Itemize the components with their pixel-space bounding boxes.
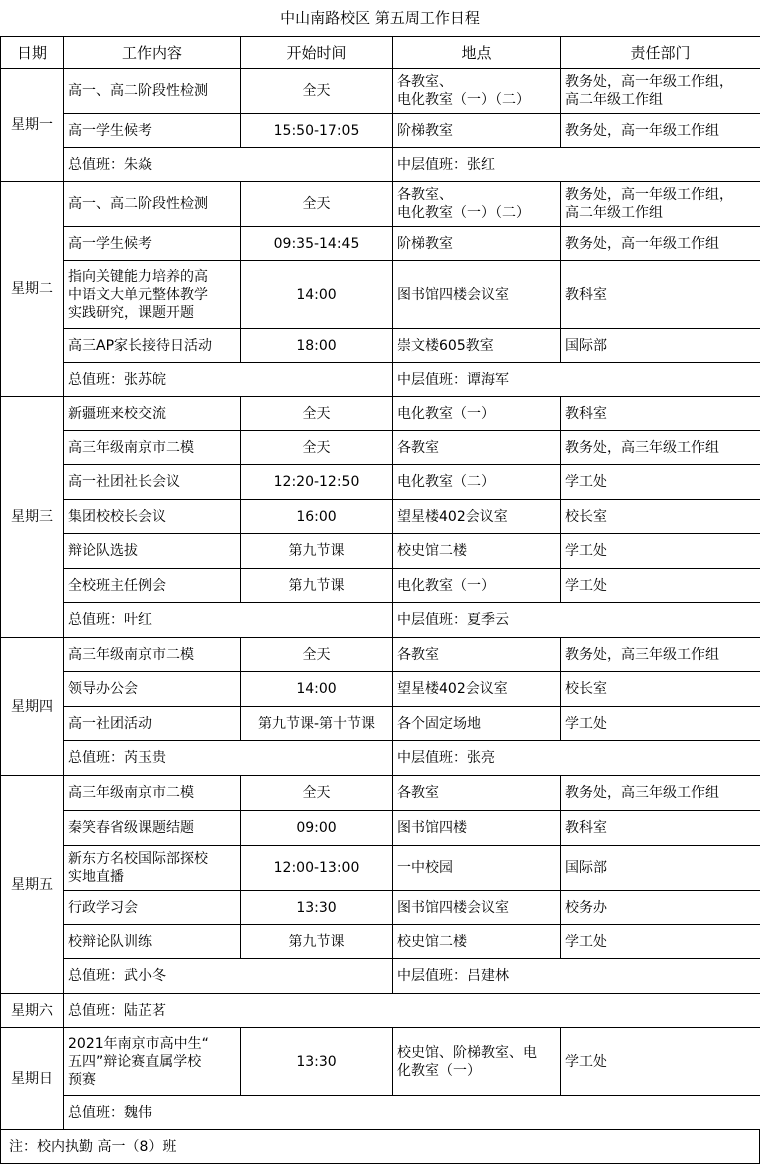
general-duty: 总值班：芮玉贵 [64, 741, 393, 776]
duty-row [1, 603, 760, 638]
event-time: 第九节课 [241, 534, 393, 569]
event-dept: 学工处 [561, 465, 760, 500]
general-duty: 总值班：张苏皖 [64, 363, 393, 397]
schedule-row [1, 569, 760, 603]
event-dept: 国际部 [561, 846, 760, 891]
event-place: 图书馆四楼会议室 [393, 891, 561, 925]
schedule-row [1, 114, 760, 148]
schedule-row [1, 534, 760, 569]
event-content: 高一、高二阶段性检测 [64, 182, 241, 227]
event-dept: 学工处 [561, 1028, 760, 1096]
event-content: 高一学生候考 [64, 114, 241, 148]
event-dept: 校长室 [561, 672, 760, 707]
event-time: 14:00 [241, 261, 393, 329]
event-time: 全天 [241, 776, 393, 811]
schedule-row [1, 500, 760, 534]
general-duty: 总值班：魏伟 [64, 1096, 760, 1130]
header-place: 地点 [393, 37, 561, 69]
event-dept: 教务处，高一年级工作组， 高二年级工作组 [561, 69, 760, 114]
event-content: 秦笑春省级课题结题 [64, 811, 241, 846]
page-title: 中山南路校区 第五周工作日程 [280, 9, 480, 27]
schedule-row [1, 261, 760, 329]
event-content: 行政学习会 [64, 891, 241, 925]
event-dept: 教务处，高一年级工作组， 高二年级工作组 [561, 182, 760, 227]
day-cell: 星期日 [1, 1028, 64, 1130]
event-time: 14:00 [241, 672, 393, 707]
duty-row [1, 363, 760, 397]
header-content: 工作内容 [64, 37, 241, 69]
event-place: 电化教室（一） [393, 569, 561, 603]
event-dept: 教务处，高三年级工作组 [561, 776, 760, 811]
event-time: 全天 [241, 69, 393, 114]
event-time: 18:00 [241, 329, 393, 363]
schedule-row [1, 69, 760, 114]
duty-row [1, 1096, 760, 1130]
schedule-row [1, 925, 760, 959]
footer-note: 注：校内执勤 高一（8）班 [0, 1130, 760, 1164]
event-content: 高三年级南京市二模 [64, 638, 241, 672]
duty-row [1, 741, 760, 776]
event-place: 各教室、 电化教室（一）（二） [393, 69, 561, 114]
event-dept: 校长室 [561, 500, 760, 534]
event-place: 校史馆二楼 [393, 925, 561, 959]
day-cell: 星期六 [1, 994, 64, 1028]
event-place: 各教室、 电化教室（一）（二） [393, 182, 561, 227]
event-dept: 学工处 [561, 707, 760, 741]
event-place: 一中校园 [393, 846, 561, 891]
middle-duty: 中层值班：张红 [393, 148, 760, 182]
duty-row [1, 148, 760, 182]
event-place: 阶梯教室 [393, 114, 561, 148]
day-cell: 星期四 [1, 638, 64, 776]
middle-duty: 中层值班：吕建林 [393, 959, 760, 994]
event-time: 第九节课 [241, 569, 393, 603]
event-place: 阶梯教室 [393, 227, 561, 261]
day-cell: 星期一 [1, 69, 64, 182]
event-time: 全天 [241, 182, 393, 227]
event-dept: 教科室 [561, 811, 760, 846]
event-content: 高三年级南京市二模 [64, 776, 241, 811]
event-dept: 教务处，高一年级工作组 [561, 114, 760, 148]
event-content: 高三AP家长接待日活动 [64, 329, 241, 363]
event-content: 高一、高二阶段性检测 [64, 69, 241, 114]
header-date: 日期 [1, 37, 64, 69]
event-dept: 教务处，高三年级工作组 [561, 431, 760, 465]
day-cell: 星期五 [1, 776, 64, 994]
schedule-row [1, 329, 760, 363]
event-place: 电化教室（一） [393, 397, 561, 431]
middle-duty: 中层值班：谭海军 [393, 363, 760, 397]
day-cell: 星期三 [1, 397, 64, 638]
event-time: 13:30 [241, 1028, 393, 1096]
event-dept: 学工处 [561, 534, 760, 569]
schedule-row [1, 397, 760, 431]
event-place: 崇文楼605教室 [393, 329, 561, 363]
schedule-row [1, 638, 760, 672]
schedule-row [1, 465, 760, 500]
schedule-row [1, 431, 760, 465]
header-dept: 责任部门 [561, 37, 760, 69]
event-place: 各教室 [393, 776, 561, 811]
event-time: 16:00 [241, 500, 393, 534]
event-content: 高一社团活动 [64, 707, 241, 741]
event-time: 12:20-12:50 [241, 465, 393, 500]
day-cell: 星期二 [1, 182, 64, 397]
duty-row [1, 994, 760, 1028]
event-time: 12:00-13:00 [241, 846, 393, 891]
event-content: 2021年南京市高中生“ 五四”辩论赛直属学校 预赛 [64, 1028, 241, 1096]
event-content: 新东方名校国际部探校 实地直播 [64, 846, 241, 891]
event-time: 第九节课-第十节课 [241, 707, 393, 741]
event-content: 指向关键能力培养的高 中语文大单元整体教学 实践研究，课题开题 [64, 261, 241, 329]
event-time: 全天 [241, 431, 393, 465]
event-place: 各教室 [393, 638, 561, 672]
schedule-row [1, 811, 760, 846]
event-content: 全校班主任例会 [64, 569, 241, 603]
event-time: 09:00 [241, 811, 393, 846]
event-content: 高一社团社长会议 [64, 465, 241, 500]
header-time: 开始时间 [241, 37, 393, 69]
event-time: 全天 [241, 638, 393, 672]
header-row [1, 37, 760, 69]
event-dept: 校务办 [561, 891, 760, 925]
general-duty: 总值班：武小冬 [64, 959, 393, 994]
event-content: 集团校校长会议 [64, 500, 241, 534]
event-dept: 学工处 [561, 925, 760, 959]
event-place: 各个固定场地 [393, 707, 561, 741]
event-content: 高三年级南京市二模 [64, 431, 241, 465]
schedule-row [1, 776, 760, 811]
duty-row [1, 959, 760, 994]
event-place: 校史馆二楼 [393, 534, 561, 569]
general-duty: 总值班：陆芷茗 [64, 994, 760, 1028]
event-time: 09:35-14:45 [241, 227, 393, 261]
event-content: 新疆班来校交流 [64, 397, 241, 431]
event-dept: 学工处 [561, 569, 760, 603]
event-time: 13:30 [241, 891, 393, 925]
general-duty: 总值班：叶红 [64, 603, 393, 638]
schedule-row [1, 707, 760, 741]
event-content: 高一学生候考 [64, 227, 241, 261]
event-place: 电化教室（二） [393, 465, 561, 500]
event-content: 校辩论队训练 [64, 925, 241, 959]
schedule-row [1, 672, 760, 707]
schedule-row [1, 227, 760, 261]
middle-duty: 中层值班：张亮 [393, 741, 760, 776]
event-content: 领导办公会 [64, 672, 241, 707]
event-time: 全天 [241, 397, 393, 431]
event-time: 第九节课 [241, 925, 393, 959]
event-place: 图书馆四楼 [393, 811, 561, 846]
schedule-row [1, 846, 760, 891]
schedule-row [1, 182, 760, 227]
schedule-table [0, 36, 760, 1130]
event-dept: 教务处，高一年级工作组 [561, 227, 760, 261]
event-dept: 教科室 [561, 261, 760, 329]
general-duty: 总值班：朱焱 [64, 148, 393, 182]
event-place: 校史馆、阶梯教室、电 化教室（一） [393, 1028, 561, 1096]
schedule-row [1, 1028, 760, 1096]
schedule-row [1, 891, 760, 925]
event-place: 望星楼402会议室 [393, 672, 561, 707]
schedule-body [1, 69, 760, 1130]
event-place: 各教室 [393, 431, 561, 465]
middle-duty: 中层值班：夏季云 [393, 603, 760, 638]
event-content: 辩论队选拔 [64, 534, 241, 569]
event-place: 图书馆四楼会议室 [393, 261, 561, 329]
event-dept: 国际部 [561, 329, 760, 363]
event-dept: 教科室 [561, 397, 760, 431]
event-dept: 教务处，高三年级工作组 [561, 638, 760, 672]
event-place: 望星楼402会议室 [393, 500, 561, 534]
event-time: 15:50-17:05 [241, 114, 393, 148]
